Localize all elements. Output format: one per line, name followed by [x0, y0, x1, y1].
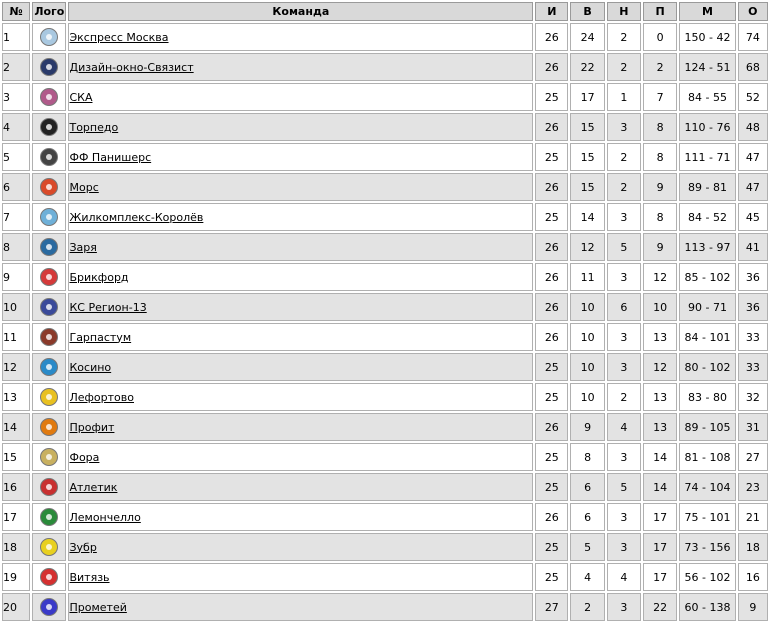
goals-cell: 84 - 55 — [679, 83, 735, 111]
played-cell: 25 — [535, 143, 568, 171]
goals-cell: 74 - 104 — [679, 473, 735, 501]
goals-cell: 81 - 108 — [679, 443, 735, 471]
points-cell: 74 — [738, 23, 768, 51]
position-cell: 18 — [2, 533, 30, 561]
lost-cell: 9 — [643, 233, 677, 261]
goals-cell: 89 - 105 — [679, 413, 735, 441]
team-cell — [68, 203, 533, 231]
position-cell: 1 — [2, 23, 30, 51]
logo-cell — [32, 323, 66, 351]
team-link[interactable]: ФФ Панишерс — [69, 150, 152, 164]
played-cell: 25 — [535, 473, 568, 501]
table-row — [2, 383, 768, 411]
team-cell — [68, 593, 533, 621]
points-cell: 45 — [738, 203, 768, 231]
team-link[interactable]: Фора — [69, 450, 100, 464]
lost-cell: 0 — [643, 23, 677, 51]
played-cell: 25 — [535, 83, 568, 111]
goals-cell: 111 - 71 — [679, 143, 735, 171]
lost-cell: 10 — [643, 293, 677, 321]
team-link[interactable]: Профит — [69, 420, 115, 434]
team-cell — [68, 173, 533, 201]
points-cell: 27 — [738, 443, 768, 471]
prometey-logo-icon — [40, 598, 58, 616]
played-cell: 26 — [535, 233, 568, 261]
won-cell: 6 — [570, 503, 604, 531]
position-cell: 2 — [2, 53, 30, 81]
table-row — [2, 293, 768, 321]
drawn-cell: 3 — [607, 203, 641, 231]
position-cell: 5 — [2, 143, 30, 171]
goals-cell: 113 - 97 — [679, 233, 735, 261]
position-cell: 14 — [2, 413, 30, 441]
lemoncello-logo-icon — [40, 508, 58, 526]
team-cell — [68, 473, 533, 501]
played-cell: 25 — [535, 353, 568, 381]
zubr-logo-icon — [40, 538, 58, 556]
won-cell: 6 — [570, 473, 604, 501]
lost-cell: 8 — [643, 203, 677, 231]
goals-cell: 83 - 80 — [679, 383, 735, 411]
position-cell: 12 — [2, 353, 30, 381]
logo-cell — [32, 263, 66, 291]
position-cell: 10 — [2, 293, 30, 321]
won-cell: 15 — [570, 173, 604, 201]
drawn-cell: 2 — [607, 23, 641, 51]
team-cell — [68, 503, 533, 531]
position-cell: 4 — [2, 113, 30, 141]
dizain-logo-icon — [40, 58, 58, 76]
position-cell: 3 — [2, 83, 30, 111]
logo-cell — [32, 83, 66, 111]
drawn-cell: 3 — [607, 263, 641, 291]
team-link[interactable]: Витязь — [69, 570, 110, 584]
goals-cell: 124 - 51 — [679, 53, 735, 81]
position-cell: 8 — [2, 233, 30, 261]
team-link[interactable]: Прометей — [69, 600, 127, 614]
team-link[interactable]: Морс — [69, 180, 99, 194]
logo-cell — [32, 563, 66, 591]
position-cell: 20 — [2, 593, 30, 621]
drawn-cell: 3 — [607, 593, 641, 621]
played-cell: 26 — [535, 413, 568, 441]
goals-cell: 85 - 102 — [679, 263, 735, 291]
goals-cell: 84 - 101 — [679, 323, 735, 351]
logo-cell — [32, 593, 66, 621]
logo-cell — [32, 233, 66, 261]
drawn-cell: 6 — [607, 293, 641, 321]
points-cell: 16 — [738, 563, 768, 591]
played-cell: 25 — [535, 203, 568, 231]
table-row — [2, 353, 768, 381]
logo-cell — [32, 203, 66, 231]
position-cell: 17 — [2, 503, 30, 531]
lost-cell: 17 — [643, 563, 677, 591]
played-cell: 25 — [535, 563, 568, 591]
played-cell: 25 — [535, 383, 568, 411]
logo-cell — [32, 113, 66, 141]
team-cell — [68, 323, 533, 351]
goals-cell: 60 - 138 — [679, 593, 735, 621]
goals-cell: 73 - 156 — [679, 533, 735, 561]
played-cell: 26 — [535, 113, 568, 141]
vityaz-logo-icon — [40, 568, 58, 586]
team-cell — [68, 233, 533, 261]
position-cell: 16 — [2, 473, 30, 501]
team-link[interactable]: Лефортово — [69, 390, 134, 404]
lefortovo-logo-icon — [40, 388, 58, 406]
points-cell: 33 — [738, 323, 768, 351]
played-cell: 26 — [535, 263, 568, 291]
goals-cell: 56 - 102 — [679, 563, 735, 591]
drawn-cell: 3 — [607, 113, 641, 141]
lost-cell: 7 — [643, 83, 677, 111]
points-cell: 36 — [738, 263, 768, 291]
team-cell — [68, 113, 533, 141]
table-row — [2, 533, 768, 561]
drawn-cell: 5 — [607, 233, 641, 261]
team-cell — [68, 293, 533, 321]
team-cell — [68, 23, 533, 51]
table-row — [2, 263, 768, 291]
team-cell — [68, 353, 533, 381]
team-link[interactable]: Жилкомплекс-Королёв — [69, 210, 204, 224]
points-cell: 36 — [738, 293, 768, 321]
region13-logo-icon — [40, 298, 58, 316]
points-cell: 31 — [738, 413, 768, 441]
team-cell — [68, 53, 533, 81]
mors-logo-icon — [40, 178, 58, 196]
logo-cell — [32, 443, 66, 471]
points-cell: 33 — [738, 353, 768, 381]
header-points: О — [738, 2, 768, 21]
logo-cell — [32, 533, 66, 561]
logo-cell — [32, 383, 66, 411]
drawn-cell: 2 — [607, 143, 641, 171]
team-cell — [68, 383, 533, 411]
won-cell: 12 — [570, 233, 604, 261]
team-link[interactable]: Заря — [69, 240, 97, 254]
goals-cell: 150 - 42 — [679, 23, 735, 51]
lost-cell: 14 — [643, 443, 677, 471]
team-link[interactable]: Экспресс Москва — [69, 30, 169, 44]
header-pos: № — [2, 2, 30, 21]
won-cell: 10 — [570, 323, 604, 351]
goals-cell: 84 - 52 — [679, 203, 735, 231]
won-cell: 17 — [570, 83, 604, 111]
logo-cell — [32, 53, 66, 81]
logo-cell — [32, 143, 66, 171]
lost-cell: 13 — [643, 383, 677, 411]
goals-cell: 90 - 71 — [679, 293, 735, 321]
header-row — [2, 2, 768, 21]
position-cell: 6 — [2, 173, 30, 201]
position-cell: 15 — [2, 443, 30, 471]
lost-cell: 9 — [643, 173, 677, 201]
won-cell: 10 — [570, 293, 604, 321]
team-cell — [68, 563, 533, 591]
table-row — [2, 473, 768, 501]
drawn-cell: 2 — [607, 173, 641, 201]
zarya-logo-icon — [40, 238, 58, 256]
won-cell: 10 — [570, 353, 604, 381]
ska-logo-icon — [40, 88, 58, 106]
team-link[interactable]: Косино — [69, 360, 112, 374]
lost-cell: 2 — [643, 53, 677, 81]
logo-cell — [32, 503, 66, 531]
goals-cell: 75 - 101 — [679, 503, 735, 531]
goals-cell: 80 - 102 — [679, 353, 735, 381]
won-cell: 8 — [570, 443, 604, 471]
punishers-logo-icon — [40, 148, 58, 166]
drawn-cell: 1 — [607, 83, 641, 111]
garpastum-logo-icon — [40, 328, 58, 346]
team-cell — [68, 263, 533, 291]
team-link[interactable]: Дизайн-окно-Связист — [69, 60, 194, 74]
table-row — [2, 563, 768, 591]
points-cell: 23 — [738, 473, 768, 501]
played-cell: 27 — [535, 593, 568, 621]
played-cell: 26 — [535, 53, 568, 81]
team-link[interactable]: Зубр — [69, 540, 97, 554]
lost-cell: 17 — [643, 533, 677, 561]
drawn-cell: 3 — [607, 503, 641, 531]
lost-cell: 12 — [643, 263, 677, 291]
drawn-cell: 4 — [607, 413, 641, 441]
played-cell: 26 — [535, 173, 568, 201]
logo-cell — [32, 473, 66, 501]
torpedo-logo-icon — [40, 118, 58, 136]
position-cell: 19 — [2, 563, 30, 591]
table-row — [2, 323, 768, 351]
team-link[interactable]: Атлетик — [69, 480, 118, 494]
table-row — [2, 53, 768, 81]
lost-cell: 12 — [643, 353, 677, 381]
played-cell: 26 — [535, 503, 568, 531]
atletik-logo-icon — [40, 478, 58, 496]
team-cell — [68, 83, 533, 111]
won-cell: 9 — [570, 413, 604, 441]
logo-cell — [32, 173, 66, 201]
team-link[interactable]: Лемончелло — [69, 510, 141, 524]
header-goals: М — [679, 2, 735, 21]
goals-cell: 89 - 81 — [679, 173, 735, 201]
team-link[interactable]: Брикфорд — [69, 270, 129, 284]
table-row — [2, 233, 768, 261]
logo-cell — [32, 293, 66, 321]
header-drawn: Н — [607, 2, 641, 21]
won-cell: 5 — [570, 533, 604, 561]
table-row — [2, 503, 768, 531]
table-row — [2, 113, 768, 141]
drawn-cell: 3 — [607, 533, 641, 561]
won-cell: 15 — [570, 143, 604, 171]
header-lost: П — [643, 2, 677, 21]
drawn-cell: 4 — [607, 563, 641, 591]
lost-cell: 13 — [643, 323, 677, 351]
team-link[interactable]: КС Регион-13 — [69, 300, 147, 314]
points-cell: 48 — [738, 113, 768, 141]
zhilkompleks-logo-icon — [40, 208, 58, 226]
logo-cell — [32, 353, 66, 381]
points-cell: 32 — [738, 383, 768, 411]
logo-cell — [32, 413, 66, 441]
table-row — [2, 23, 768, 51]
won-cell: 22 — [570, 53, 604, 81]
brickford-logo-icon — [40, 268, 58, 286]
points-cell: 21 — [738, 503, 768, 531]
table-row — [2, 173, 768, 201]
profit-logo-icon — [40, 418, 58, 436]
played-cell: 25 — [535, 533, 568, 561]
lost-cell: 14 — [643, 473, 677, 501]
points-cell: 47 — [738, 173, 768, 201]
team-link[interactable]: Гарпастум — [69, 330, 132, 344]
table-row — [2, 83, 768, 111]
played-cell: 26 — [535, 293, 568, 321]
table-row — [2, 443, 768, 471]
position-cell: 7 — [2, 203, 30, 231]
team-link[interactable]: Торпедо — [69, 120, 119, 134]
header-played: И — [535, 2, 568, 21]
lost-cell: 13 — [643, 413, 677, 441]
ekspress-logo-icon — [40, 28, 58, 46]
kosino-logo-icon — [40, 358, 58, 376]
won-cell: 24 — [570, 23, 604, 51]
points-cell: 47 — [738, 143, 768, 171]
team-cell — [68, 533, 533, 561]
fora-logo-icon — [40, 448, 58, 466]
drawn-cell: 2 — [607, 53, 641, 81]
won-cell: 11 — [570, 263, 604, 291]
drawn-cell: 3 — [607, 323, 641, 351]
drawn-cell: 2 — [607, 383, 641, 411]
played-cell: 26 — [535, 23, 568, 51]
table-row — [2, 593, 768, 621]
header-won: В — [570, 2, 604, 21]
points-cell: 18 — [738, 533, 768, 561]
position-cell: 13 — [2, 383, 30, 411]
drawn-cell: 5 — [607, 473, 641, 501]
drawn-cell: 3 — [607, 443, 641, 471]
won-cell: 14 — [570, 203, 604, 231]
header-team: Команда — [68, 2, 533, 21]
position-cell: 11 — [2, 323, 30, 351]
logo-cell — [32, 23, 66, 51]
team-cell — [68, 143, 533, 171]
won-cell: 10 — [570, 383, 604, 411]
played-cell: 25 — [535, 443, 568, 471]
team-cell — [68, 413, 533, 441]
points-cell: 41 — [738, 233, 768, 261]
lost-cell: 22 — [643, 593, 677, 621]
won-cell: 15 — [570, 113, 604, 141]
lost-cell: 17 — [643, 503, 677, 531]
points-cell: 9 — [738, 593, 768, 621]
points-cell: 52 — [738, 83, 768, 111]
played-cell: 26 — [535, 323, 568, 351]
points-cell: 68 — [738, 53, 768, 81]
table-row — [2, 413, 768, 441]
table-row — [2, 203, 768, 231]
lost-cell: 8 — [643, 113, 677, 141]
team-cell — [68, 443, 533, 471]
drawn-cell: 3 — [607, 353, 641, 381]
header-logo: Лого — [32, 2, 66, 21]
position-cell: 9 — [2, 263, 30, 291]
won-cell: 4 — [570, 563, 604, 591]
team-link[interactable]: СКА — [69, 90, 93, 104]
goals-cell: 110 - 76 — [679, 113, 735, 141]
table-row — [2, 143, 768, 171]
won-cell: 2 — [570, 593, 604, 621]
standings-body — [2, 23, 768, 621]
lost-cell: 8 — [643, 143, 677, 171]
